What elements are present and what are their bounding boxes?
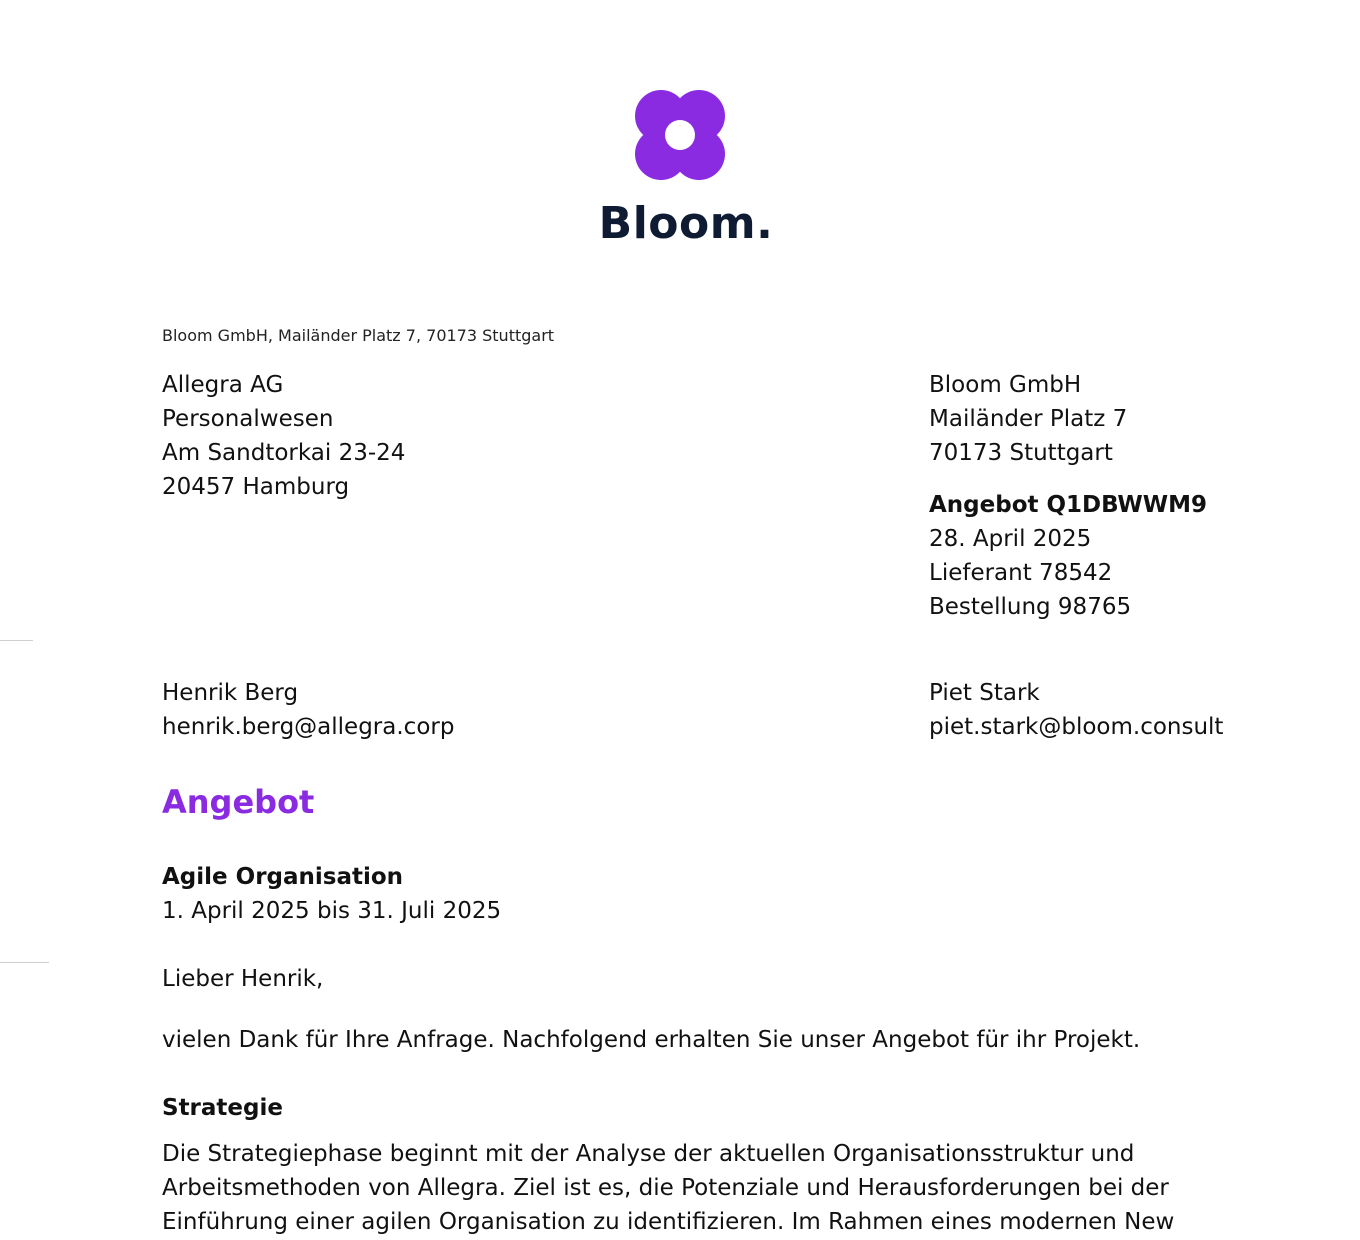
fold-mark-bottom <box>0 962 49 963</box>
section-paragraph: Die Strategiephase beginnt mit der Analyse der aktuellen Organisationsstruktur und Arbeitsmethoden von Allegra. Ziel ist es, die Potenziale und Herausforderungen bei der Einführung einer agilen Organisation zu identifizieren. Im Rahmen eines modernen New <box>162 1141 1175 1235</box>
recipient-address <box>162 368 802 504</box>
section-heading: Strategie <box>162 1095 283 1121</box>
recipient-contact-name: Henrik Berg <box>162 680 299 706</box>
supplier-number: Lieferant 78542 <box>929 560 1113 586</box>
offer-number: Angebot Q1DBWWM9 <box>929 492 1208 518</box>
intro-paragraph: vielen Dank für Ihre Anfrage. Nachfolgend erhalten Sie unser Angebot für ihr Projekt. <box>162 1027 1141 1053</box>
flower-icon <box>635 90 725 180</box>
sender-city: 70173 Stuttgart <box>929 440 1113 466</box>
recipient-city: 20457 Hamburg <box>162 474 350 500</box>
recipient-contact <box>162 676 454 744</box>
sender-company: Bloom GmbH <box>929 372 1082 398</box>
sender-contact-email[interactable]: piet.stark@bloom.consult <box>929 714 1224 740</box>
sender-return-address: Bloom GmbH, Mailänder Platz 7, 70173 Stuttgart <box>162 326 555 345</box>
recipient-company: Allegra AG <box>162 372 284 398</box>
recipient-department: Personalwesen <box>162 406 334 432</box>
order-number: Bestellung 98765 <box>929 594 1132 620</box>
fold-mark-top <box>0 640 33 641</box>
brand-wordmark: Bloom. <box>598 198 774 249</box>
salutation: Lieber Henrik, <box>162 966 324 992</box>
sender-contact-name: Piet Stark <box>929 680 1040 706</box>
document-body <box>162 780 1222 1239</box>
sender-contact <box>929 676 1223 744</box>
recipient-contact-email[interactable]: henrik.berg@allegra.corp <box>162 714 455 740</box>
offer-date: 28. April 2025 <box>929 526 1092 552</box>
brand-logo <box>0 90 1360 249</box>
project-period: 1. April 2025 bis 31. Juli 2025 <box>162 898 502 924</box>
sender-street: Mailänder Platz 7 <box>929 406 1128 432</box>
document-title: Angebot <box>162 783 315 821</box>
recipient-street: Am Sandtorkai 23-24 <box>162 440 406 466</box>
project-name: Agile Organisation <box>162 864 404 890</box>
sender-info-block <box>929 368 1349 624</box>
